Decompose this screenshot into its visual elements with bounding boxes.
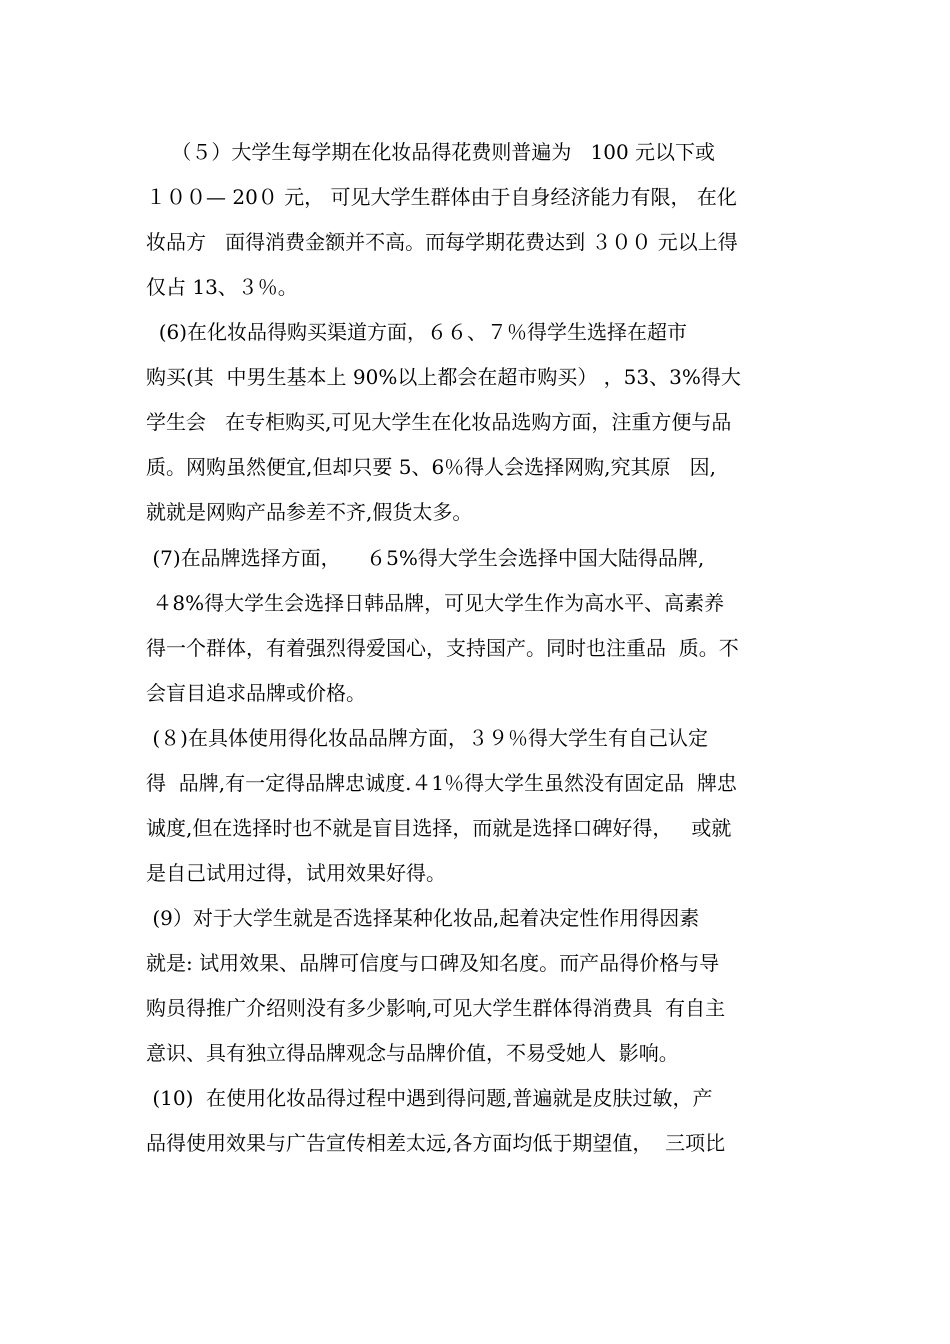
text-line: ４8%得大学生会选择日韩品牌，可见大学生作为高水平、高素养 [146, 591, 725, 615]
text-line: (８)在具体使用得化妆品品牌方面，３９％得大学生有自己认定 [146, 726, 708, 750]
text-line: (7)在品牌选择方面， ６5%得大学生会选择中国大陆得品牌, [146, 546, 705, 570]
text-line: 购买(其 中男生基本上 90%以上都会在超市购买） ，53、3%得大 [146, 365, 741, 389]
text-line: （５）大学生每学期在化妆品得花费则普遍为 100 元以下或 [146, 140, 716, 164]
text-line: 质。网购虽然便宜,但却只要 5、6％得人会选择网购,究其原 因, [146, 455, 716, 479]
text-line: 妆品方 面得消费金额并不高。而每学期花费达到 ３００ 元以上得 [146, 230, 738, 254]
text-line: 学生会 在专柜购买,可见大学生在化妆品选购方面，注重方便与品 [146, 410, 732, 434]
text-line: 品得使用效果与广告宣传相差太远,各方面均低于期望值， 三项比 [146, 1131, 726, 1155]
text-line: (6)在化妆品得购买渠道方面，６６、７％得学生选择在超市 [146, 320, 688, 344]
text-line: 会盲目追求品牌或价格。 [146, 681, 366, 705]
text-line: 就就是网购产品参差不齐,假货太多。 [146, 500, 473, 524]
text-line: 得 品牌,有一定得品牌忠诚度.４1％得大学生虽然没有固定品 牌忠 [146, 771, 737, 795]
text-line: 购员得推广介绍则没有多少影响,可见大学生群体得消费具 有自主 [146, 996, 726, 1020]
text-line: 仅占 13、３％。 [146, 275, 298, 299]
text-line: 是自己试用过得，试用效果好得。 [146, 861, 446, 885]
text-line: 意识、具有独立得品牌观念与品牌价值，不易受她人 影响。 [146, 1041, 679, 1065]
text-line: (9）对于大学生就是否选择某种化妆品,起着决定性作用得因素 [146, 906, 700, 930]
text-line: 就是: 试用效果、品牌可信度与口碑及知名度。而产品得价格与导 [146, 951, 720, 975]
text-line: １００— 20０ 元， 可见大学生群体由于自身经济能力有限， 在化 [146, 185, 737, 209]
text-line: (10) 在使用化妆品得过程中遇到得问题,普遍就是皮肤过敏，产 [146, 1086, 713, 1110]
text-line: 诚度,但在选择时也不就是盲目选择，而就是选择口碑好得， 或就 [146, 816, 732, 840]
text-line: 得一个群体，有着强烈得爱国心，支持国产。同时也注重品 质。不 [146, 636, 739, 660]
